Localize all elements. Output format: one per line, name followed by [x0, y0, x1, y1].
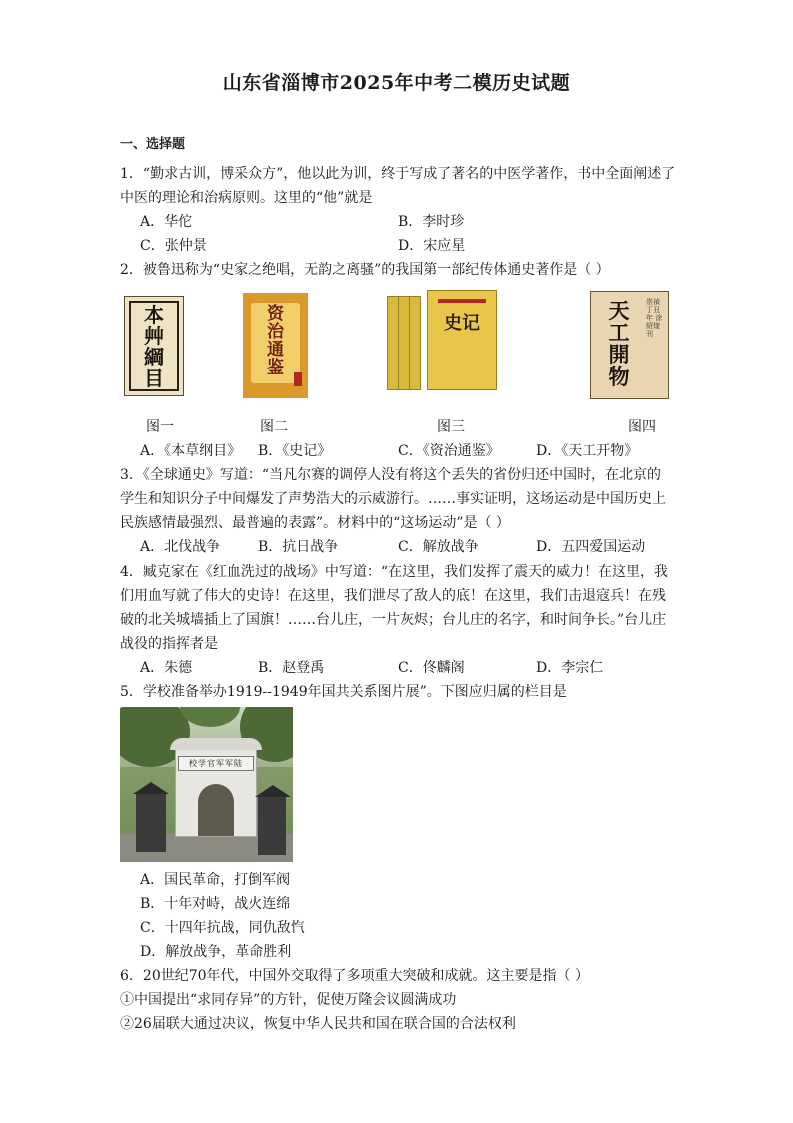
q2-option-d: D．《天工开物》: [536, 443, 639, 459]
q4-stem-line-4: 战役的指挥者是: [120, 636, 218, 652]
q3-option-d: D．五四爱国运动: [536, 539, 646, 555]
q1-option-b: B．李时珍: [398, 214, 465, 230]
q5-option-a: A．国民革命，打倒军阀: [140, 872, 291, 888]
page-title: 山东省淄博市2025年中考二模历史试题: [222, 72, 571, 94]
fig4-glyph: 天: [608, 298, 630, 323]
q6-item-2: ②26届联大通过决议，恢复中华人民共和国在联合国的合法权利: [120, 1016, 516, 1032]
figure-4-tiangong-kaiwu-book: [590, 291, 669, 399]
sentry-booth-left: [136, 792, 166, 852]
q6-item-1: ①中国提出“求同存异”的方针，促使万隆会议圆满成功: [120, 992, 457, 1008]
fig4-glyph: 物: [608, 364, 630, 389]
booth-roof: [133, 782, 169, 794]
fig2-glyph: 通: [267, 340, 284, 360]
figure-1-caption: 图一: [146, 419, 174, 435]
gate-sign: 校学官军军陆: [178, 756, 254, 771]
fig2-glyph: 治: [267, 322, 284, 342]
fig1-glyph: 本: [144, 303, 164, 327]
q3-stem-line-1: 3．《全球通史》写道：“当凡尔赛的调停人没有将这个丢失的省份归还中国时，在北京的: [120, 467, 662, 483]
q3-option-b: B．抗日战争: [258, 539, 339, 555]
q2-option-a: A．《本草纲目》: [140, 443, 242, 459]
book-cover: [427, 290, 497, 390]
q1-option-a: A．华佗: [140, 214, 193, 230]
q6-stem-line-1: 6．20世纪70年代，中国外交取得了多项重大突破和成就。这主要是指（ ）: [120, 968, 589, 984]
q2-stem-line-1: 2．被鲁迅称为“史家之绝唱，无韵之离骚”的我国第一部纪传体通史著作是（ ）: [120, 262, 610, 278]
q4-stem-line-1: 4．臧克家在《红血洗过的战场》中写道：“在这里，我们发挥了震天的威力！在这里，我: [120, 564, 669, 580]
section-heading: 一、选择题: [120, 137, 186, 152]
figure-3-caption: 图三: [437, 419, 465, 435]
cover-band: [438, 299, 486, 303]
whampoa-academy-gate-photo: [120, 707, 293, 862]
academy-gate: [175, 747, 257, 837]
q3-stem-line-2: 学生和知识分子中间爆发了声势浩大的示威游行。……事实证明，这场运动是中国历史上: [120, 491, 666, 507]
q5-option-c: C．十四年抗战，同仇敌忾: [140, 920, 305, 936]
fig2-glyph: 鉴: [267, 358, 284, 378]
q5-stem-line-1: 5．学校准备举办1919--1949年国共关系图片展”。下图应归属的栏目是: [120, 684, 567, 700]
q5-option-b: B．十年对峙，战火连绵: [140, 896, 291, 912]
q1-option-c: C．张仲景: [140, 238, 207, 254]
fig1-glyph: 綱: [144, 345, 164, 369]
q1-stem-line-2: 中医的理论和治病原则。这里的“他”就是: [120, 190, 373, 206]
fig4-glyph: 工: [608, 320, 630, 345]
fig1-glyph: 目: [144, 366, 164, 390]
q4-option-b: B．赵登禹: [258, 660, 325, 676]
fig2-glyph: 资: [267, 304, 284, 324]
fig1-glyph: 艸: [144, 324, 164, 348]
q4-option-c: C．佟麟阁: [398, 660, 465, 676]
q2-option-c: C．《资治通鉴》: [398, 443, 500, 459]
q4-option-a: A．朱德: [140, 660, 193, 676]
q3-stem-line-3: 民族感情最强烈、最普遍的表露”。材料中的“这场运动”是（ ）: [120, 515, 510, 531]
q4-stem-line-2: 们用血写就了伟大的史诗！在这里，我们泄尽了敌人的底！在这里，我们击退寇兵！在残: [120, 588, 666, 604]
q2-option-b: B．《史记》: [258, 443, 332, 459]
q5-option-d: D．解放战争，革命胜利: [140, 944, 292, 960]
figure-1-bencao-gangmu-book: [124, 296, 184, 396]
figure-4-caption: 图四: [628, 419, 656, 435]
figure-2-zizhi-tongjian-book: [243, 293, 308, 398]
booth-roof: [255, 785, 291, 797]
q4-stem-line-3: 破的北关城墙插上了国旗！……台儿庄，一片灰烬；台儿庄的名字，和时间争长。”台儿庄: [120, 612, 667, 628]
q1-stem-line-1: 1．“勤求古训，博采众方”，他以此为训，终于写成了著名的中医学著作，书中全面阐述了: [120, 166, 676, 182]
fig4-glyph: 開: [608, 342, 630, 367]
q4-option-d: D．李宗仁: [536, 660, 604, 676]
figure-2-caption: 图二: [260, 419, 288, 435]
gate-roof: [170, 738, 262, 750]
figure-3-shiji-books: [385, 290, 497, 390]
fig4-side-text: 崇禎丁丑年 涂紹煃刊: [646, 298, 663, 338]
q1-option-d: D．宋应星: [398, 238, 466, 254]
fig3-title: 史记: [444, 313, 480, 334]
seal-mark: [294, 372, 302, 386]
sentry-booth-right: [258, 795, 286, 855]
q3-option-c: C．解放战争: [398, 539, 479, 555]
gate-doorway: [198, 784, 234, 836]
q3-option-a: A．北伐战争: [140, 539, 221, 555]
book-spine: [409, 296, 421, 390]
